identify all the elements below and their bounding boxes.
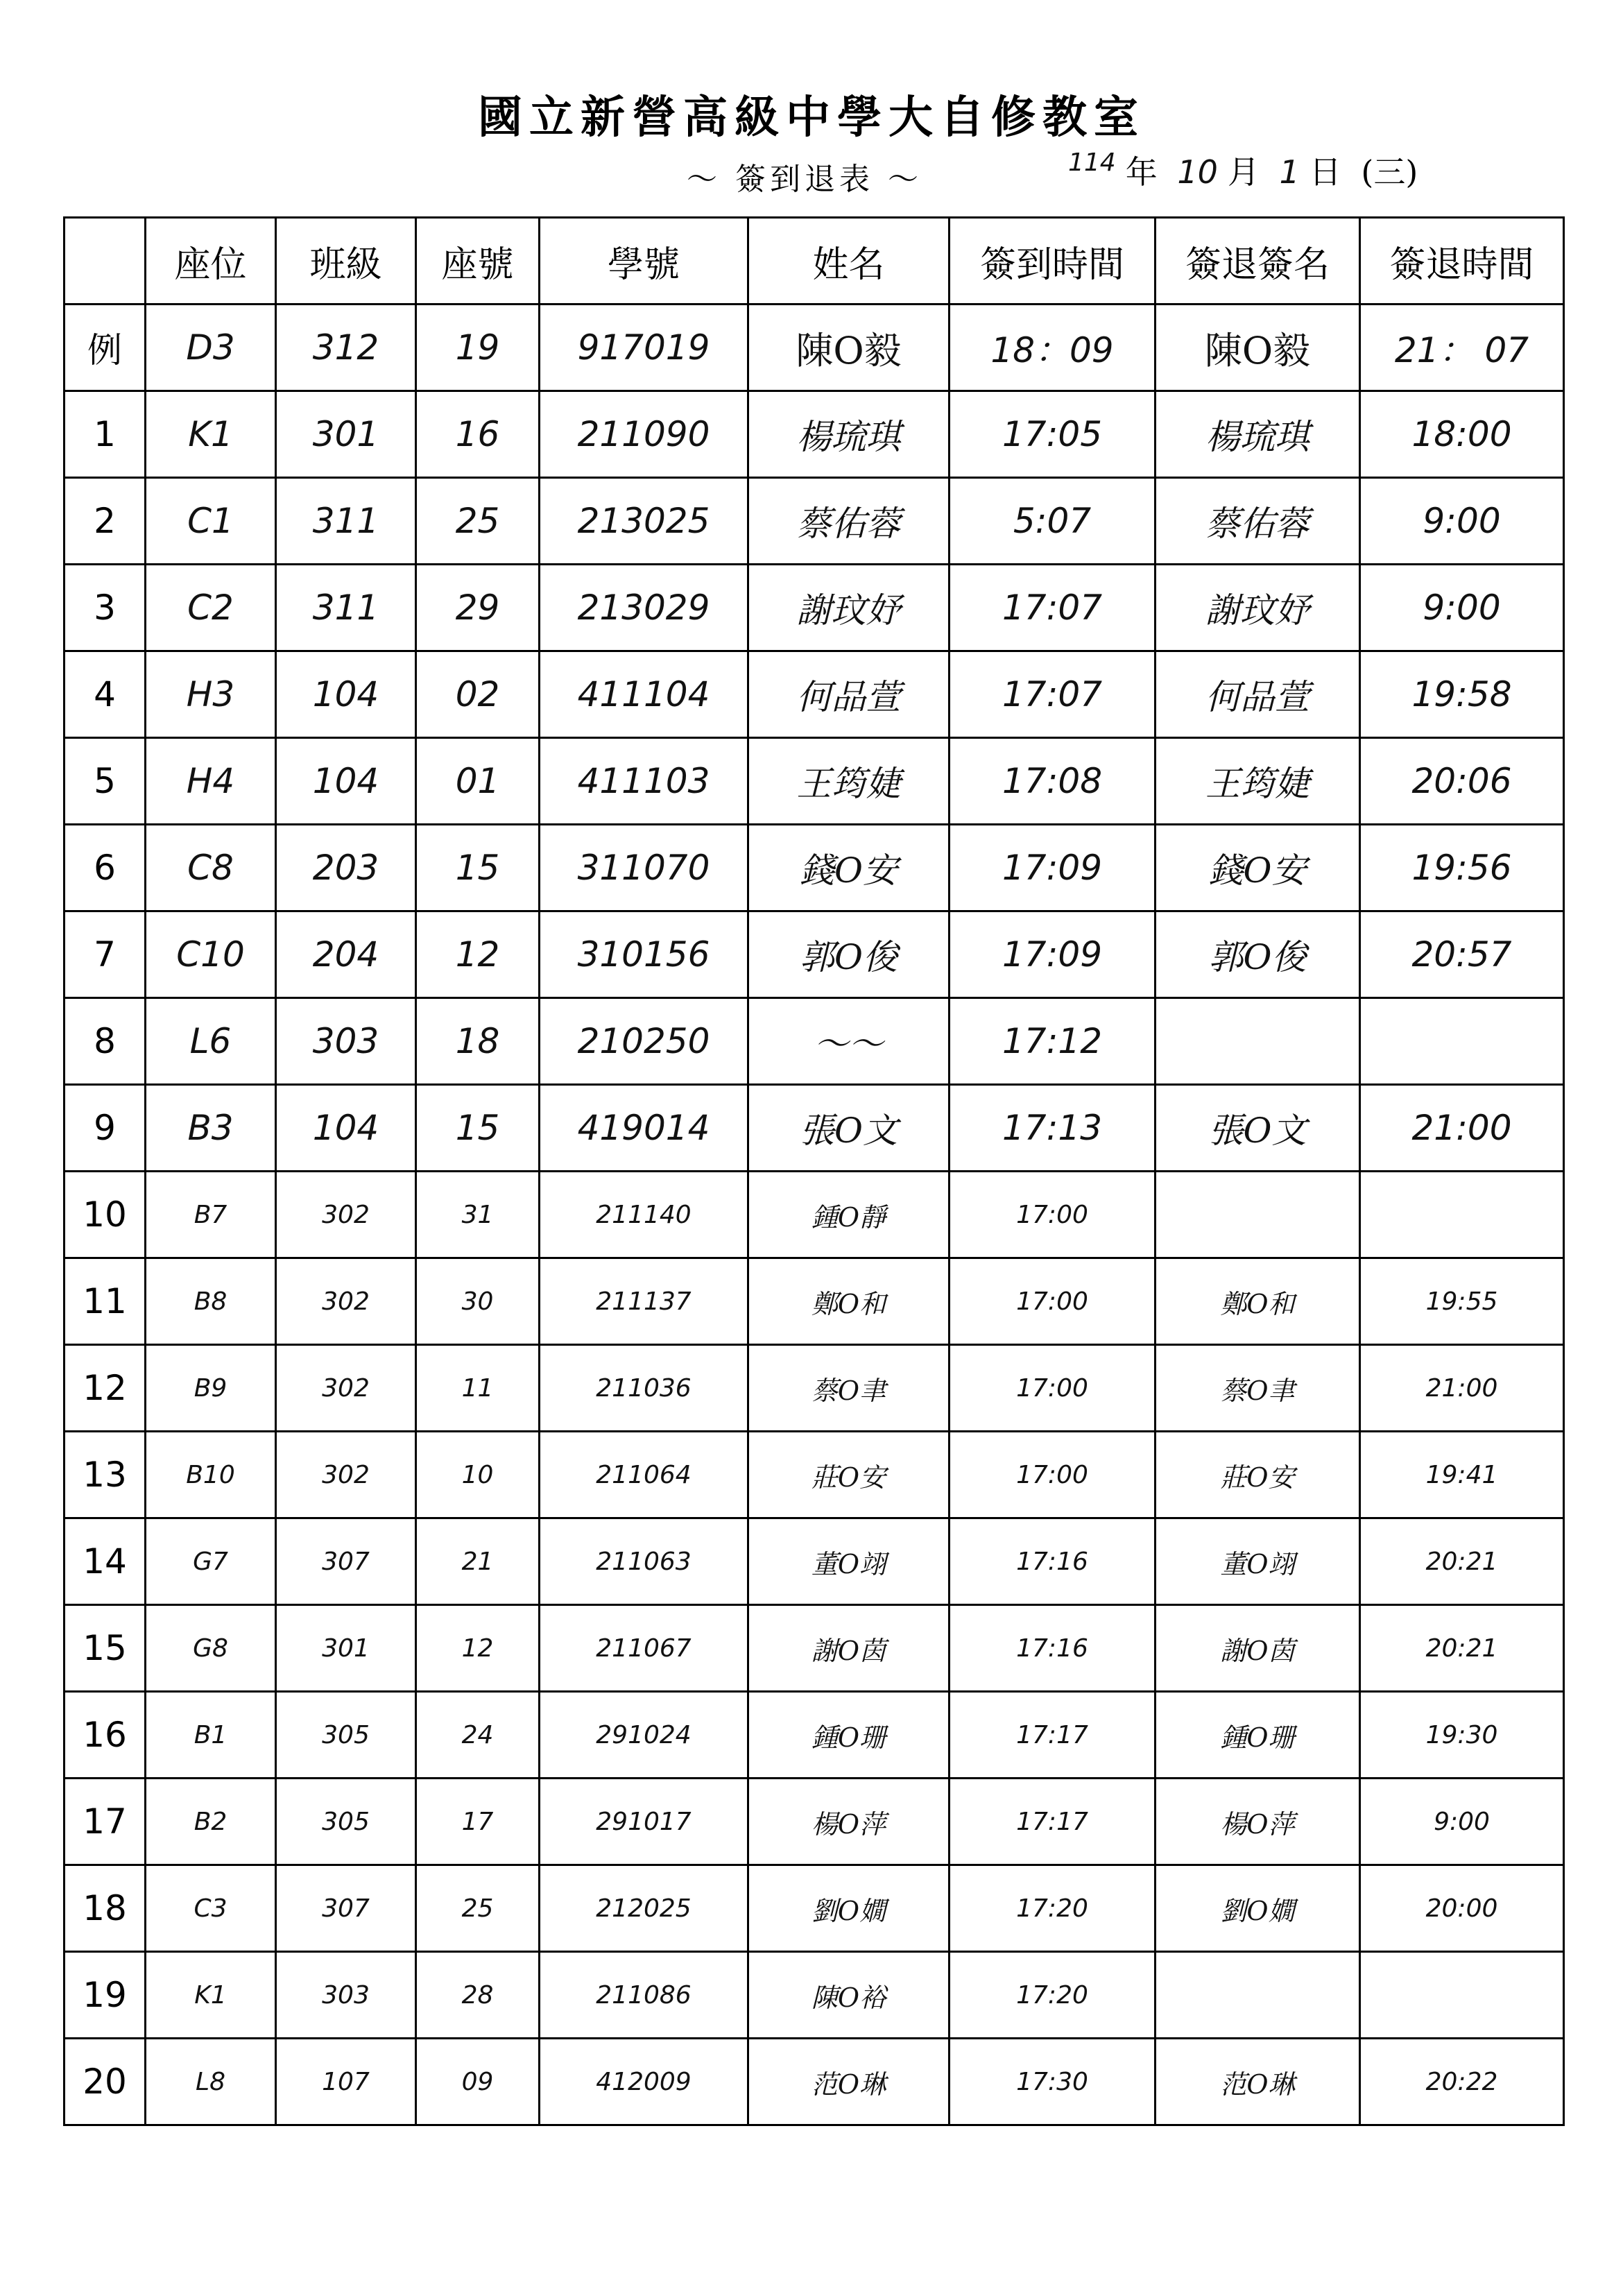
name-cell: 鄭O和 — [748, 1258, 950, 1345]
check-in-cell: 17:00 — [950, 1345, 1156, 1432]
table-row — [65, 998, 1564, 1085]
class-cell: 311 — [276, 565, 416, 651]
table-row — [65, 825, 1564, 911]
table-row — [65, 478, 1564, 565]
seat-no-cell: 30 — [416, 1258, 540, 1345]
example-label: 例 — [65, 305, 146, 391]
checkout-signature-cell — [1156, 1952, 1360, 2039]
student-id-cell: 212025 — [540, 1865, 748, 1952]
row-number: 3 — [65, 565, 146, 651]
student-id-cell: 311070 — [540, 825, 748, 911]
check-out-cell: 19:41 — [1360, 1432, 1564, 1518]
seat-cell: G8 — [146, 1605, 276, 1692]
check-in-cell: 17:16 — [950, 1605, 1156, 1692]
checkout-signature-cell: 楊O萍 — [1156, 1779, 1360, 1865]
student-id-cell: 211064 — [540, 1432, 748, 1518]
date-day: 1 — [1279, 153, 1300, 191]
check-in-cell: 17:00 — [950, 1432, 1156, 1518]
table-row — [65, 1345, 1564, 1432]
seat-no-cell: 29 — [416, 565, 540, 651]
student-id-cell: 213025 — [540, 478, 748, 565]
check-in-cell: 5:07 — [950, 478, 1156, 565]
name-cell: 董O翊 — [748, 1518, 950, 1605]
table-row — [65, 911, 1564, 998]
name-cell: 張O文 — [748, 1085, 950, 1172]
check-in-cell: 17:08 — [950, 738, 1156, 825]
check-out-cell: 18:00 — [1360, 391, 1564, 478]
table-row — [65, 1605, 1564, 1692]
date-year: 114 — [1068, 148, 1116, 177]
check-in-cell: 17:20 — [950, 1865, 1156, 1952]
table-row — [65, 1432, 1564, 1518]
seat-no-cell: 25 — [416, 1865, 540, 1952]
seat-cell: B2 — [146, 1779, 276, 1865]
table-row — [65, 1952, 1564, 2039]
table-row — [65, 1258, 1564, 1345]
seat-no-cell: 17 — [416, 1779, 540, 1865]
seat-no-cell: 31 — [416, 1172, 540, 1258]
seat-no-cell: 12 — [416, 911, 540, 998]
example-seat: D3 — [146, 305, 276, 391]
example-check-in: 18：09 — [950, 305, 1156, 391]
table-row — [65, 1865, 1564, 1952]
check-in-cell: 17:07 — [950, 651, 1156, 738]
check-in-cell: 17:17 — [950, 1692, 1156, 1779]
checkout-signature-cell: 劉O嫺 — [1156, 1865, 1360, 1952]
seat-no-cell: 18 — [416, 998, 540, 1085]
class-cell: 305 — [276, 1692, 416, 1779]
checkout-signature-cell: 錢O安 — [1156, 825, 1360, 911]
table-row — [65, 1085, 1564, 1172]
class-cell: 302 — [276, 1172, 416, 1258]
seat-no-cell: 15 — [416, 1085, 540, 1172]
student-id-cell: 210250 — [540, 998, 748, 1085]
check-out-cell — [1360, 998, 1564, 1085]
row-number: 8 — [65, 998, 146, 1085]
student-id-cell: 291017 — [540, 1779, 748, 1865]
check-in-cell: 17:17 — [950, 1779, 1156, 1865]
row-number: 6 — [65, 825, 146, 911]
seat-no-cell: 28 — [416, 1952, 540, 2039]
seat-no-cell: 10 — [416, 1432, 540, 1518]
check-in-cell: 17:20 — [950, 1952, 1156, 2039]
example-row — [65, 305, 1564, 391]
checkout-signature-cell: 莊O安 — [1156, 1432, 1360, 1518]
class-cell: 104 — [276, 738, 416, 825]
student-id-cell: 211063 — [540, 1518, 748, 1605]
checkout-signature-cell: 謝玟妤 — [1156, 565, 1360, 651]
row-number: 10 — [65, 1172, 146, 1258]
student-id-cell: 211086 — [540, 1952, 748, 2039]
checkout-signature-cell — [1156, 998, 1360, 1085]
checkout-signature-cell: 王筠婕 — [1156, 738, 1360, 825]
check-out-cell: 20:06 — [1360, 738, 1564, 825]
row-number: 17 — [65, 1779, 146, 1865]
seat-cell: B10 — [146, 1432, 276, 1518]
name-cell: ～～ — [748, 998, 950, 1085]
class-cell: 302 — [276, 1258, 416, 1345]
seat-cell: C8 — [146, 825, 276, 911]
check-out-cell: 19:58 — [1360, 651, 1564, 738]
check-out-cell: 20:00 — [1360, 1865, 1564, 1952]
seat-no-cell: 11 — [416, 1345, 540, 1432]
name-cell: 蔡佑蓉 — [748, 478, 950, 565]
example-name: 陳O毅 — [748, 305, 950, 391]
column-header-class: 班級 — [276, 218, 416, 305]
class-cell: 203 — [276, 825, 416, 911]
check-in-cell: 17:12 — [950, 998, 1156, 1085]
name-cell: 莊O安 — [748, 1432, 950, 1518]
column-header-name: 姓名 — [748, 218, 950, 305]
check-in-cell: 17:00 — [950, 1172, 1156, 1258]
date-month-label: 月 — [1227, 153, 1260, 191]
example-class: 312 — [276, 305, 416, 391]
seat-cell: B9 — [146, 1345, 276, 1432]
check-in-cell: 17:16 — [950, 1518, 1156, 1605]
row-number: 5 — [65, 738, 146, 825]
checkout-signature-cell: 楊琉琪 — [1156, 391, 1360, 478]
check-out-cell: 21:00 — [1360, 1345, 1564, 1432]
date-day-label: 日 — [1309, 153, 1341, 191]
check-out-cell: 9:00 — [1360, 565, 1564, 651]
seat-cell: G7 — [146, 1518, 276, 1605]
student-id-cell: 419014 — [540, 1085, 748, 1172]
seat-no-cell: 12 — [416, 1605, 540, 1692]
check-in-cell: 17:00 — [950, 1258, 1156, 1345]
class-cell: 107 — [276, 2039, 416, 2125]
name-cell: 何品萱 — [748, 651, 950, 738]
student-id-cell: 213029 — [540, 565, 748, 651]
checkout-signature-cell: 范O琳 — [1156, 2039, 1360, 2125]
checkout-signature-cell: 鄭O和 — [1156, 1258, 1360, 1345]
class-cell: 301 — [276, 391, 416, 478]
seat-no-cell: 21 — [416, 1518, 540, 1605]
table-row — [65, 391, 1564, 478]
class-cell: 303 — [276, 1952, 416, 2039]
checkout-signature-cell: 謝O茵 — [1156, 1605, 1360, 1692]
student-id-cell: 291024 — [540, 1692, 748, 1779]
seat-cell: L8 — [146, 2039, 276, 2125]
column-header-check-out-time: 簽退時間 — [1360, 218, 1564, 305]
date-year-label: 年 — [1125, 153, 1158, 191]
class-cell: 307 — [276, 1865, 416, 1952]
column-header-index — [65, 218, 146, 305]
form-subtitle: ～ 簽到退表 ～ — [687, 162, 922, 197]
check-in-cell: 17:13 — [950, 1085, 1156, 1172]
class-cell: 104 — [276, 651, 416, 738]
check-out-cell — [1360, 1172, 1564, 1258]
check-out-cell: 19:55 — [1360, 1258, 1564, 1345]
check-out-cell: 9:00 — [1360, 478, 1564, 565]
column-header-seat-no: 座號 — [416, 218, 540, 305]
class-cell: 311 — [276, 478, 416, 565]
check-out-cell: 20:57 — [1360, 911, 1564, 998]
row-number: 15 — [65, 1605, 146, 1692]
checkout-signature-cell — [1156, 1172, 1360, 1258]
table-row — [65, 1779, 1564, 1865]
check-out-cell: 20:22 — [1360, 2039, 1564, 2125]
student-id-cell: 211036 — [540, 1345, 748, 1432]
student-id-cell: 211090 — [540, 391, 748, 478]
row-number: 12 — [65, 1345, 146, 1432]
class-cell: 301 — [276, 1605, 416, 1692]
form-date — [1068, 147, 1427, 193]
row-number: 9 — [65, 1085, 146, 1172]
table-row — [65, 565, 1564, 651]
seat-no-cell: 25 — [416, 478, 540, 565]
checkout-signature-cell: 張O文 — [1156, 1085, 1360, 1172]
example-seat-no: 19 — [416, 305, 540, 391]
class-cell: 104 — [276, 1085, 416, 1172]
class-cell: 302 — [276, 1345, 416, 1432]
seat-cell: B8 — [146, 1258, 276, 1345]
checkout-signature-cell: 蔡O聿 — [1156, 1345, 1360, 1432]
seat-cell: K1 — [146, 1952, 276, 2039]
row-number: 1 — [65, 391, 146, 478]
seat-no-cell: 15 — [416, 825, 540, 911]
seat-cell: C2 — [146, 565, 276, 651]
column-header-check-in-time: 簽到時間 — [950, 218, 1156, 305]
check-out-cell: 20:21 — [1360, 1605, 1564, 1692]
column-header-seat: 座位 — [146, 218, 276, 305]
row-number: 18 — [65, 1865, 146, 1952]
table-row — [65, 651, 1564, 738]
seat-no-cell: 01 — [416, 738, 540, 825]
name-cell: 范O琳 — [748, 2039, 950, 2125]
table-header-row — [65, 218, 1564, 305]
student-id-cell: 310156 — [540, 911, 748, 998]
student-id-cell: 411104 — [540, 651, 748, 738]
seat-cell: B1 — [146, 1692, 276, 1779]
seat-no-cell: 09 — [416, 2039, 540, 2125]
table-row — [65, 1518, 1564, 1605]
class-cell: 204 — [276, 911, 416, 998]
checkout-signature-cell: 蔡佑蓉 — [1156, 478, 1360, 565]
name-cell: 楊琉琪 — [748, 391, 950, 478]
name-cell: 陳O裕 — [748, 1952, 950, 2039]
name-cell: 楊O萍 — [748, 1779, 950, 1865]
table-row — [65, 1172, 1564, 1258]
row-number: 7 — [65, 911, 146, 998]
class-cell: 305 — [276, 1779, 416, 1865]
student-id-cell: 412009 — [540, 2039, 748, 2125]
row-number: 20 — [65, 2039, 146, 2125]
check-out-cell: 21:00 — [1360, 1085, 1564, 1172]
name-cell: 鍾O靜 — [748, 1172, 950, 1258]
seat-no-cell: 02 — [416, 651, 540, 738]
check-in-cell: 17:05 — [950, 391, 1156, 478]
name-cell: 郭O俊 — [748, 911, 950, 998]
name-cell: 鍾O珊 — [748, 1692, 950, 1779]
name-cell: 謝玟妤 — [748, 565, 950, 651]
row-number: 13 — [65, 1432, 146, 1518]
checkout-signature-cell: 鍾O珊 — [1156, 1692, 1360, 1779]
table-row — [65, 2039, 1564, 2125]
column-header-student-id: 學號 — [540, 218, 748, 305]
row-number: 16 — [65, 1692, 146, 1779]
check-out-cell: 19:30 — [1360, 1692, 1564, 1779]
table-row — [65, 738, 1564, 825]
table-row — [65, 1692, 1564, 1779]
seat-cell: H4 — [146, 738, 276, 825]
seat-no-cell: 16 — [416, 391, 540, 478]
check-in-cell: 17:09 — [950, 911, 1156, 998]
check-out-cell: 19:56 — [1360, 825, 1564, 911]
class-cell: 302 — [276, 1432, 416, 1518]
name-cell: 謝O茵 — [748, 1605, 950, 1692]
row-number: 4 — [65, 651, 146, 738]
checkout-signature-cell: 郭O俊 — [1156, 911, 1360, 998]
seat-cell: B3 — [146, 1085, 276, 1172]
name-cell: 劉O嫺 — [748, 1865, 950, 1952]
student-id-cell: 211137 — [540, 1258, 748, 1345]
seat-cell: H3 — [146, 651, 276, 738]
check-out-cell: 9:00 — [1360, 1779, 1564, 1865]
example-check-out: 21： 07 — [1360, 305, 1564, 391]
page-title: 國立新營高級中學大自修教室 — [478, 92, 1145, 144]
example-checkout-signature: 陳O毅 — [1156, 305, 1360, 391]
name-cell: 王筠婕 — [748, 738, 950, 825]
check-out-cell — [1360, 1952, 1564, 2039]
name-cell: 錢O安 — [748, 825, 950, 911]
row-number: 2 — [65, 478, 146, 565]
date-month: 10 — [1177, 153, 1218, 191]
column-header-checkout-signature: 簽退簽名 — [1156, 218, 1360, 305]
class-cell: 303 — [276, 998, 416, 1085]
row-number: 11 — [65, 1258, 146, 1345]
class-cell: 307 — [276, 1518, 416, 1605]
date-weekday: (三) — [1361, 153, 1418, 191]
name-cell: 蔡O聿 — [748, 1345, 950, 1432]
seat-cell: C1 — [146, 478, 276, 565]
check-in-cell: 17:07 — [950, 565, 1156, 651]
check-out-cell: 20:21 — [1360, 1518, 1564, 1605]
checkout-signature-cell: 何品萱 — [1156, 651, 1360, 738]
seat-cell: K1 — [146, 391, 276, 478]
seat-cell: B7 — [146, 1172, 276, 1258]
checkout-signature-cell: 董O翊 — [1156, 1518, 1360, 1605]
student-id-cell: 411103 — [540, 738, 748, 825]
student-id-cell: 211140 — [540, 1172, 748, 1258]
row-number: 14 — [65, 1518, 146, 1605]
check-in-cell: 17:09 — [950, 825, 1156, 911]
row-number: 19 — [65, 1952, 146, 2039]
check-in-cell: 17:30 — [950, 2039, 1156, 2125]
seat-cell: C3 — [146, 1865, 276, 1952]
seat-cell: L6 — [146, 998, 276, 1085]
student-id-cell: 211067 — [540, 1605, 748, 1692]
sign-in-table — [63, 216, 1565, 2126]
example-student-id: 917019 — [540, 305, 748, 391]
seat-no-cell: 24 — [416, 1692, 540, 1779]
seat-cell: C10 — [146, 911, 276, 998]
